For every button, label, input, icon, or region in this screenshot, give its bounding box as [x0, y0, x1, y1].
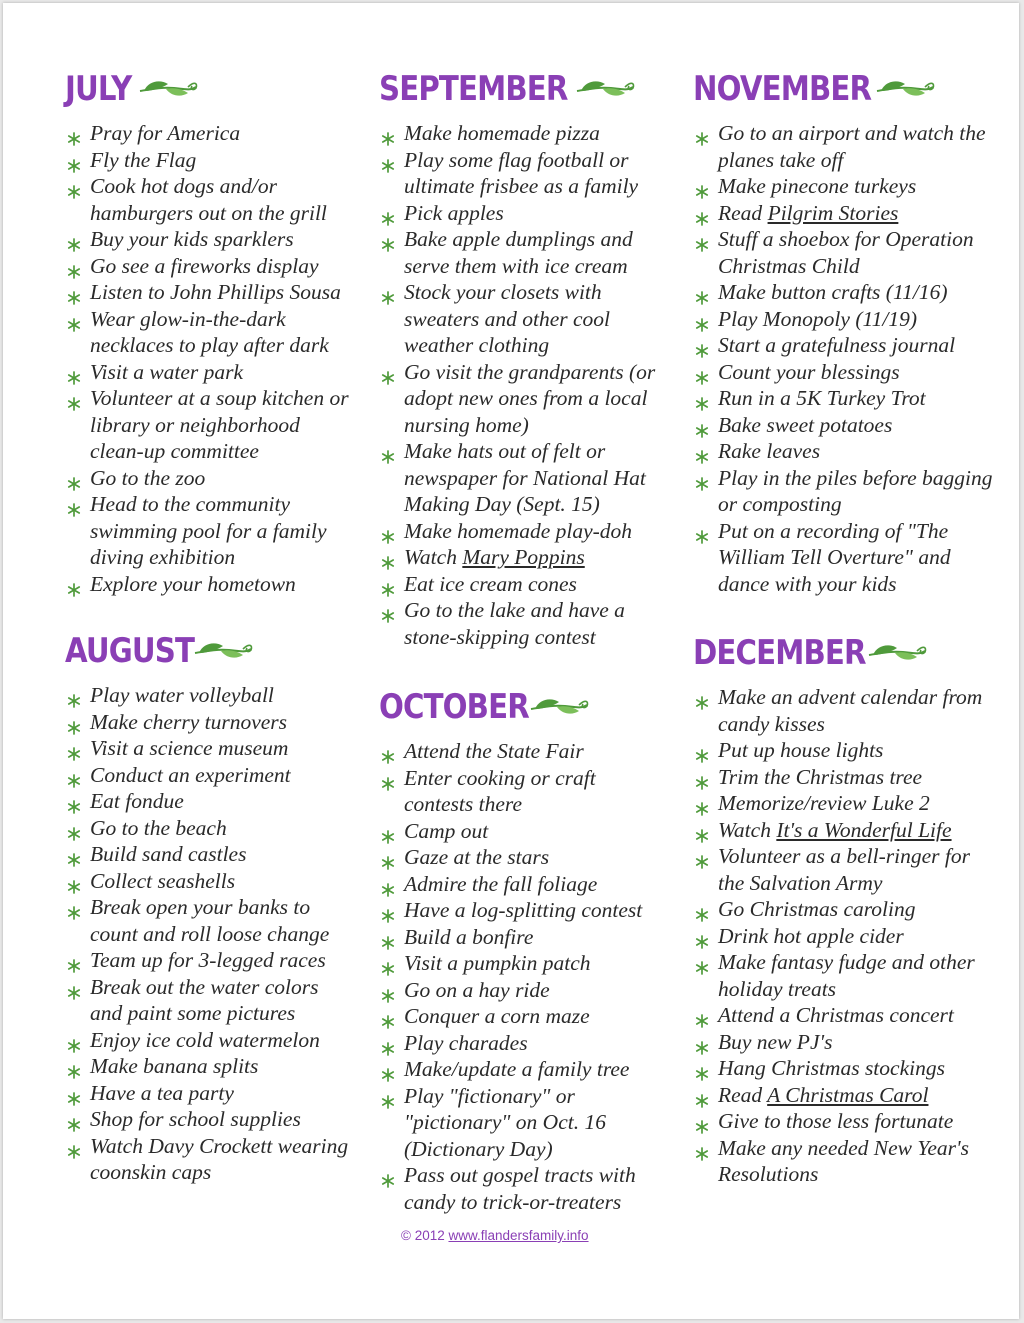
activity-item [693, 684, 993, 737]
star-bullet-icon [67, 847, 81, 861]
star-bullet-icon [381, 824, 395, 838]
star-bullet-icon [695, 471, 709, 485]
star-bullet-icon [381, 365, 395, 379]
activity-text: Collect seashells [90, 868, 236, 893]
activity-item [65, 491, 355, 571]
activity-text: Watch [718, 817, 777, 842]
month-title: SEPTEMBER [379, 69, 568, 109]
activity-item [693, 306, 993, 333]
activity-text: Count your blessings [718, 359, 900, 384]
star-bullet-icon [695, 1035, 709, 1049]
title-underlined: A Christmas Carol [767, 1082, 929, 1107]
activity-item [379, 279, 669, 359]
activity-item [693, 896, 993, 923]
activity-item [379, 844, 669, 871]
star-bullet-icon [67, 768, 81, 782]
activity-item [693, 1135, 993, 1188]
activity-item [65, 788, 355, 815]
activity-item [379, 1162, 669, 1215]
activity-text: Make fantasy fudge and other holiday treats [718, 950, 975, 1001]
star-bullet-icon [381, 524, 395, 538]
activity-item [65, 735, 355, 762]
star-bullet-icon [381, 930, 395, 944]
activity-text: Bake sweet potatoes [718, 412, 893, 437]
star-bullet-icon [381, 877, 395, 891]
title-underlined: Pilgrim Stories [767, 200, 899, 225]
activity-item [65, 147, 355, 174]
activity-item [379, 765, 669, 818]
activity-text: Make banana splits [90, 1054, 259, 1078]
activity-item [65, 120, 355, 147]
activity-item [65, 682, 355, 709]
star-bullet-icon [695, 902, 709, 916]
activity-item [65, 815, 355, 842]
star-bullet-icon [381, 771, 395, 785]
activity-text: Team up for 3-legged races [90, 948, 326, 972]
activity-text: Put on a recording of "The William Tell Overture" and dance with your kids [718, 518, 951, 596]
star-bullet-icon [695, 444, 709, 458]
star-bullet-icon [695, 929, 709, 943]
activity-text: Enter cooking or craft contests there [404, 765, 596, 816]
activity-text: Go on a hay ride [404, 977, 550, 1002]
activity-text: Give to those less fortunate [718, 1109, 954, 1133]
activity-item [379, 977, 669, 1004]
activity-item [379, 950, 669, 977]
activity-item [693, 438, 993, 465]
activity-text: Fly the Flag [90, 147, 197, 172]
activity-text: Make homemade play-doh [404, 518, 633, 543]
activity-text: Play "fictionary" or "pictionary" on Oct. 16 (Dictionary Day) [404, 1083, 606, 1161]
star-bullet-icon [67, 688, 81, 702]
activity-text: Make hats out of felt or newspaper for National Hat Making Day (Sept. 15) [404, 439, 646, 516]
activity-item [693, 465, 993, 518]
activity-text: Rake leaves [718, 439, 821, 463]
activity-item [379, 1003, 669, 1030]
star-bullet-icon [67, 232, 81, 246]
activity-item [65, 947, 355, 974]
activity-text: Conduct an experiment [90, 762, 291, 787]
activity-text: Attend a Christmas concert [718, 1003, 954, 1027]
website-link[interactable]: www.flandersfamily.info [448, 1228, 589, 1243]
star-bullet-icon [67, 312, 81, 326]
activity-item [65, 1053, 355, 1080]
star-bullet-icon [67, 715, 81, 729]
activity-item [693, 737, 993, 764]
activity-item [693, 790, 993, 817]
star-bullet-icon [381, 744, 395, 758]
activity-item [693, 1002, 993, 1029]
star-bullet-icon [381, 206, 395, 220]
activity-item [65, 1027, 355, 1054]
activity-text: Eat ice cream cones [404, 571, 577, 596]
star-bullet-icon [381, 850, 395, 864]
star-bullet-icon [381, 285, 395, 299]
activity-item [379, 897, 669, 924]
activity-text: Play in the piles before bagging or composting [718, 465, 993, 516]
activity-text: Visit a pumpkin patch [404, 951, 591, 975]
month-title: AUGUST [65, 631, 195, 671]
activity-text: Go see a fireworks display [90, 253, 319, 278]
vine-flourish-icon [138, 75, 200, 101]
activity-item [65, 709, 355, 736]
activity-item [693, 1108, 993, 1135]
activity-item [693, 817, 993, 844]
activity-item [379, 544, 669, 571]
star-bullet-icon [695, 1141, 709, 1155]
activity-text: Attend the State Fair [404, 739, 584, 763]
activity-item [379, 438, 669, 518]
star-bullet-icon [67, 1086, 81, 1100]
footer-credit [401, 1228, 589, 1243]
activity-text: Hang Christmas stockings [718, 1056, 945, 1080]
activity-item [65, 894, 355, 947]
activity-text: Gaze at the stars [404, 845, 550, 869]
star-bullet-icon [67, 471, 81, 485]
month-october [379, 687, 669, 1215]
activity-list [379, 120, 669, 650]
activity-item [693, 332, 993, 359]
star-bullet-icon [695, 312, 709, 326]
activity-text: Start a gratefulness journal [718, 333, 956, 357]
title-underlined: It's a Wonderful Life [776, 817, 952, 842]
activity-item [65, 868, 355, 895]
activity-item [693, 949, 993, 1002]
star-bullet-icon [67, 741, 81, 755]
activity-text: Make/update a family tree [404, 1057, 630, 1081]
activity-item [379, 1056, 669, 1083]
activity-item [65, 465, 355, 492]
activity-text: Cook hot dogs and/or hamburgers out on the grill [90, 174, 327, 225]
month-september [379, 69, 669, 650]
star-bullet-icon [67, 577, 81, 591]
activity-text: Memorize/review Luke 2 [718, 791, 930, 815]
activity-item [65, 1080, 355, 1107]
star-bullet-icon [67, 1033, 81, 1047]
activity-text: Stock your closets with sweaters and other cool weather clothing [404, 280, 611, 357]
activity-item [65, 173, 355, 226]
activity-item [693, 173, 993, 200]
activity-item [693, 359, 993, 386]
star-bullet-icon [381, 550, 395, 564]
activity-text: Pray for America [90, 121, 241, 145]
vine-flourish-icon [529, 693, 591, 719]
activity-text: Volunteer as a bell-ringer for the Salvation Army [718, 844, 971, 895]
activity-text: Visit a science museum [90, 736, 289, 760]
activity-text: Make homemade pizza [404, 121, 600, 145]
activity-text: Go visit the grandparents (or adopt new ones from a local nursing home) [404, 359, 656, 437]
activity-text: Have a tea party [90, 1080, 234, 1105]
activity-item [65, 571, 355, 598]
activity-item [379, 518, 669, 545]
star-bullet-icon [381, 577, 395, 591]
month-november [693, 69, 993, 597]
activity-text: Break open your banks to count and roll loose change [90, 895, 330, 946]
activity-item [693, 412, 993, 439]
activity-item [65, 306, 355, 359]
star-bullet-icon [67, 874, 81, 888]
star-bullet-icon [695, 823, 709, 837]
activity-text: Pick apples [404, 200, 504, 225]
activity-text: Build a bonfire [404, 924, 534, 949]
activity-text: Shop for school supplies [90, 1107, 301, 1131]
copyright-text: © 2012 [401, 1228, 449, 1243]
star-bullet-icon [695, 126, 709, 140]
star-bullet-icon [695, 1088, 709, 1102]
activity-list [693, 120, 993, 597]
activity-text: Make pinecone turkeys [718, 174, 917, 198]
star-bullet-icon [695, 849, 709, 863]
activity-item [379, 597, 669, 650]
activity-item [693, 764, 993, 791]
activity-item [65, 1106, 355, 1133]
star-bullet-icon [695, 365, 709, 379]
activity-item [693, 923, 993, 950]
activity-item [693, 120, 993, 173]
star-bullet-icon [381, 1009, 395, 1023]
checklist-page [3, 3, 1019, 1319]
activity-text: Make cherry turnovers [90, 709, 288, 734]
activity-text: Buy new PJ's [718, 1029, 833, 1054]
month-header [379, 69, 669, 109]
star-bullet-icon [67, 126, 81, 140]
activity-list [379, 738, 669, 1215]
month-header [65, 631, 355, 671]
month-title: OCTOBER [379, 687, 529, 727]
activity-item [65, 279, 355, 306]
star-bullet-icon [381, 983, 395, 997]
vine-flourish-icon [193, 637, 255, 663]
star-bullet-icon [381, 1168, 395, 1182]
month-header [379, 687, 669, 727]
activity-text: Wear glow-in-the-dark necklaces to play after dark [90, 306, 329, 357]
activity-item [379, 871, 669, 898]
activity-text: Buy your kids sparklers [90, 227, 294, 251]
star-bullet-icon [381, 1036, 395, 1050]
activity-item [379, 200, 669, 227]
activity-text: Head to the community swimming pool for a family diving exhibition [90, 492, 327, 569]
star-bullet-icon [695, 232, 709, 246]
activity-text: Eat fondue [90, 789, 184, 813]
activity-item [379, 226, 669, 279]
activity-text: Read [718, 1082, 768, 1107]
month-july [65, 69, 355, 597]
activity-item [693, 385, 993, 412]
star-bullet-icon [67, 285, 81, 299]
star-bullet-icon [695, 1114, 709, 1128]
star-bullet-icon [67, 259, 81, 273]
star-bullet-icon [695, 770, 709, 784]
star-bullet-icon [381, 603, 395, 617]
activity-list [65, 682, 355, 1186]
activity-text: Conquer a corn maze [404, 1004, 590, 1028]
activity-item [65, 841, 355, 868]
star-bullet-icon [381, 153, 395, 167]
activity-item [693, 518, 993, 598]
star-bullet-icon [67, 953, 81, 967]
star-bullet-icon [695, 418, 709, 432]
star-bullet-icon [695, 690, 709, 704]
activity-text: Admire the fall foliage [404, 871, 598, 896]
activity-text: Have a log-splitting contest [404, 898, 643, 922]
activity-text: Go to the lake and have a stone-skipping contest [404, 598, 625, 649]
star-bullet-icon [67, 365, 81, 379]
star-bullet-icon [695, 1008, 709, 1022]
activity-item [65, 226, 355, 253]
star-bullet-icon [67, 153, 81, 167]
star-bullet-icon [381, 1089, 395, 1103]
activity-text: Go to an airport and watch the planes take off [718, 121, 986, 172]
activity-text: Watch [404, 545, 463, 569]
star-bullet-icon [695, 955, 709, 969]
star-bullet-icon [67, 1112, 81, 1126]
activity-text: Make any needed New Year's Resolutions [718, 1135, 969, 1186]
star-bullet-icon [67, 794, 81, 808]
activity-text: Run in a 5K Turkey Trot [718, 386, 926, 410]
activity-text: Make an advent calendar from candy kisses [718, 685, 983, 736]
activity-item [65, 762, 355, 789]
star-bullet-icon [67, 497, 81, 511]
month-title: JULY [65, 69, 132, 109]
activity-text: Read [718, 200, 768, 225]
star-bullet-icon [695, 206, 709, 220]
star-bullet-icon [695, 338, 709, 352]
activity-item [65, 359, 355, 386]
star-bullet-icon [695, 796, 709, 810]
star-bullet-icon [695, 1061, 709, 1075]
activity-text: Visit a water park [90, 359, 244, 384]
vine-flourish-icon [575, 75, 637, 101]
activity-item [379, 738, 669, 765]
activity-text: Drink hot apple cider [718, 923, 904, 948]
activity-text: Stuff a shoebox for Operation Christmas Child [718, 227, 974, 278]
star-bullet-icon [381, 232, 395, 246]
activity-text: Go to the beach [90, 815, 227, 840]
star-bullet-icon [67, 821, 81, 835]
activity-item [65, 1133, 355, 1186]
star-bullet-icon [381, 903, 395, 917]
activity-text: Pass out gospel tracts with candy to trick-or-treaters [404, 1163, 636, 1214]
activity-text: Build sand castles [90, 842, 247, 866]
star-bullet-icon [695, 743, 709, 757]
activity-item [379, 359, 669, 439]
month-header [693, 633, 993, 673]
star-bullet-icon [695, 179, 709, 193]
month-december [693, 633, 993, 1188]
activity-item [693, 1055, 993, 1082]
activity-text: Play Monopoly (11/19) [718, 306, 918, 331]
activity-item [693, 226, 993, 279]
activity-item [379, 1083, 669, 1163]
vine-flourish-icon [867, 639, 929, 665]
activity-item [693, 1082, 993, 1109]
activity-text: Make button crafts (11/16) [718, 280, 948, 304]
star-bullet-icon [67, 179, 81, 193]
activity-item [693, 200, 993, 227]
activity-text: Listen to John Phillips Sousa [90, 280, 341, 304]
activity-text: Camp out [404, 818, 489, 843]
month-august [65, 631, 355, 1186]
month-title: DECEMBER [693, 633, 866, 673]
star-bullet-icon [695, 285, 709, 299]
activity-list [693, 684, 993, 1188]
activity-text: Volunteer at a soup kitchen or library or neighborhood clean-up committee [90, 386, 349, 463]
activity-item [693, 1029, 993, 1056]
star-bullet-icon [695, 524, 709, 538]
activity-text: Play some flag football or ultimate frisbee as a family [404, 147, 639, 198]
star-bullet-icon [67, 900, 81, 914]
activity-item [693, 843, 993, 896]
activity-text: Break out the water colors and paint some pictures [90, 974, 319, 1025]
activity-text: Go to the zoo [90, 465, 206, 490]
activity-text: Go Christmas caroling [718, 897, 916, 921]
star-bullet-icon [381, 1062, 395, 1076]
month-header [65, 69, 355, 109]
star-bullet-icon [67, 391, 81, 405]
activity-list [65, 120, 355, 597]
activity-item [65, 385, 355, 465]
month-title: NOVEMBER [693, 69, 872, 109]
star-bullet-icon [67, 1059, 81, 1073]
title-underlined: Mary Poppins [462, 545, 585, 569]
activity-text: Play water volleyball [90, 683, 274, 707]
star-bullet-icon [381, 126, 395, 140]
month-header [693, 69, 993, 109]
activity-text: Trim the Christmas tree [718, 764, 923, 789]
activity-item [379, 147, 669, 200]
activity-text: Explore your hometown [90, 571, 296, 596]
activity-text: Watch Davy Crockett wearing coonskin caps [90, 1133, 349, 1184]
star-bullet-icon [67, 1139, 81, 1153]
activity-item [65, 253, 355, 280]
activity-text: Put up house lights [718, 738, 884, 762]
star-bullet-icon [381, 444, 395, 458]
activity-item [379, 1030, 669, 1057]
activity-item [379, 924, 669, 951]
vine-flourish-icon [875, 75, 937, 101]
activity-text: Bake apple dumplings and serve them with ice cream [404, 227, 633, 278]
activity-item [379, 818, 669, 845]
activity-item [379, 120, 669, 147]
activity-text: Play charades [404, 1030, 528, 1055]
activity-item [693, 279, 993, 306]
star-bullet-icon [695, 391, 709, 405]
activity-text: Enjoy ice cold watermelon [90, 1027, 320, 1052]
activity-item [379, 571, 669, 598]
star-bullet-icon [381, 956, 395, 970]
star-bullet-icon [67, 980, 81, 994]
activity-item [65, 974, 355, 1027]
